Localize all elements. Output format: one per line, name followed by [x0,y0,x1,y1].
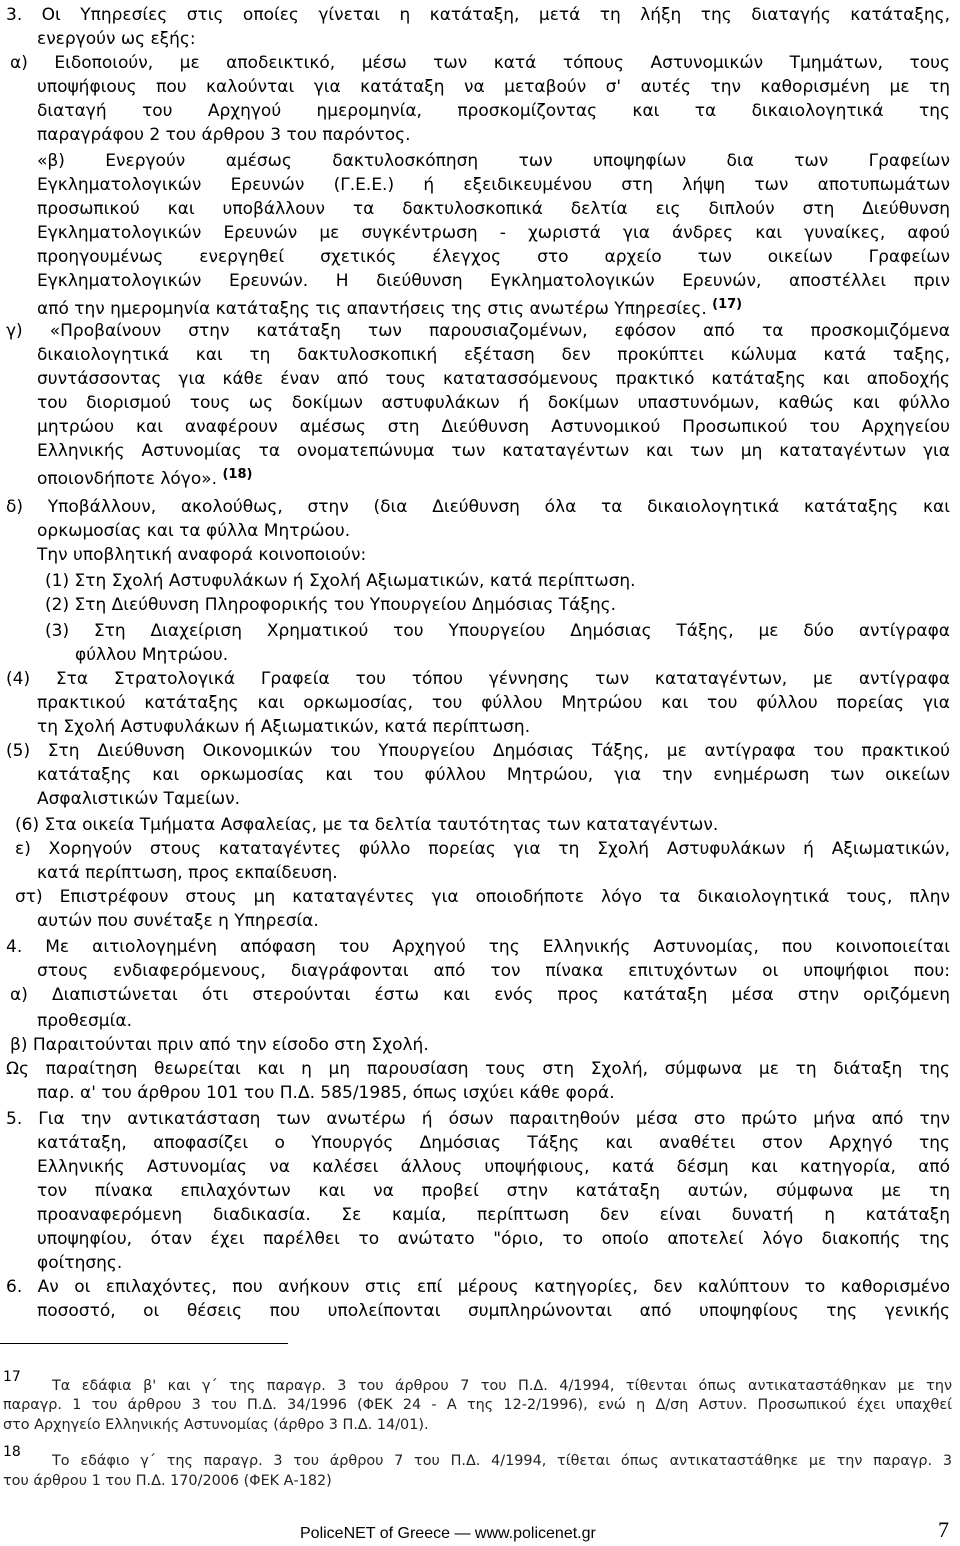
text-line: Ασφαλιστικών Ταμείων. [37,789,241,809]
text-line: Ελληνικής Αστυνομίας να καλέσει άλλους υποψήφιους, κατά δέσμη και κατηγορία, από [37,1157,950,1177]
text-line: ορκωμοσίας και τα φύλλα Μητρώου. [37,521,351,541]
text-line: (5) Στη Διεύθυνση Οικονομικών του Υπουργείου Δημόσιας Τάξης, με αντίγραφα του πρακτικού [6,741,950,761]
text-line: Εγκληματολογικών Ερευνών με συγκέντρωση - χωριστά για άνδρες και γυναίκες, αφού [37,223,950,243]
text-line: 3. Οι Υπηρεσίες στις οποίες γίνεται η κατάταξη, μετά τη λήξη της διαταγής κατάταξης, [6,5,950,25]
text-line: (1) Στη Σχολή Αστυφυλάκων ή Σχολή Αξιωματικών, κατά περίπτωση. [45,571,636,591]
text-line: Ελληνικής Αστυνομίας τα ονοματεπώνυμα των καταταγέντων και των μη καταταγέντων για [37,441,950,461]
text-line: α) Ειδοποιούν, με αποδεικτικό, μέσω των κατά τόπους Αστυνομικών Τμημάτων, τους [10,53,950,73]
text-line: προσωπικού και υποβάλλουν τα δακτυλοσκοπικά δελτία εις διπλούν στη Διεύθυνση [37,199,950,219]
text-line: β) Παραιτούνται πριν από την είσοδο στη Σχολή. [10,1035,429,1055]
text-line: δικαιολογητικά και τη δακτυλοσκοπική εξέταση δεν προκύπτει κώλυμα κατά ταξης, [37,345,950,365]
text-line: πρακτικού κατάταξης και ορκωμοσίας, του φύλλου Μητρώου και του φύλλου πορείας για [37,693,950,713]
page-number: 7 [938,1517,949,1542]
text-line: Εγκληματολογικών Ερευνών (Γ.Ε.Ε.) ή εξειδικευμένου στη λήψη των αποτυπωμάτων [37,175,950,195]
text-line: φοίτησης. [37,1253,123,1273]
text-line: προηγουμένως ενεργηθεί σχετικός έλεγχος στο αρχείο των οικείων Γραφείων [37,247,950,267]
text-line: 4. Με αιτιολογημένη απόφαση του Αρχηγού της Ελληνικής Αστυνομίας, που κοινοποιείται [6,937,950,957]
text-line: α) Διαπιστώνεται ότι στερούνται έστω και ενός προς κατάταξη μέσα στην οριζόμενη [10,985,950,1005]
text-line: κατά περίπτωση, προς εκπαίδευση. [37,863,338,883]
text-line: (6) Στα οικεία Τμήματα Ασφαλείας, με τα δελτία ταυτότητας των καταταγέντων. [15,815,719,835]
text-line: υποψηφίου, όταν έχει παρέλθει το ανώτατο "όριο, το οποίο αποτελεί λόγο διακοπής της [37,1229,950,1249]
text-line [37,465,252,489]
footnote-number: 17 [3,1369,21,1385]
footnote-line: Τα εδάφια β' και γ΄ της παραγρ. 3 του άρθρου 7 του Π.Δ. 4/1994, τίθενται όπως αντικαταστάθηκαν με την [52,1378,952,1394]
text-line: ενεργούν ως εξής: [37,29,196,49]
text-line: του διορισμού τους ως δοκίμων αστυφυλάκων ή δοκίμων υπαστυνόμων, καθώς και φύλλο [37,393,950,413]
text-line-content: από την ημερομηνία κατάταξης τις απαντήσεις της στις ανωτέρω Υπηρεσίες. [37,299,707,319]
text-line: (4) Στα Στρατολογικά Γραφεία του τόπου γέννησης των καταταγέντων, με αντίγραφα [6,669,950,689]
text-line: φύλλου Μητρώου. [75,645,229,665]
footnote-separator [0,1343,288,1344]
footnote-line: του άρθρου 1 του Π.Δ. 170/2006 (ΦΕΚ Α-182) [3,1473,332,1489]
text-line: (2) Στη Διεύθυνση Πληροφορικής του Υπουργείου Δημόσιας Τάξης. [45,595,617,615]
text-line: παραγράφου 2 του άρθρου 3 του παρόντος. [37,125,411,145]
footnote-line: Το εδάφιο γ΄ της παραγρ. 3 του άρθρου 7 του Π.Δ. 4/1994, τίθεται όπως αντικαταστάθηκε με την παραγρ. 3 [52,1453,952,1469]
text-line: προθεσμία. [37,1011,132,1031]
text-line: κατάταξη, αποφασίζει ο Υπουργός Δημόσιας Τάξης και αναθέτει στον Αρχηγό της [37,1133,950,1153]
footnote-line: στο Αρχηγείο Ελληνικής Αστυνομίας (άρθρο 3 Π.Δ. 14/01). [3,1417,429,1433]
text-line-content: οποιονδήποτε λόγο». [37,469,218,489]
text-line: Ως παραίτηση θεωρείται και η μη παρουσίαση τους στη Σχολή, σύμφωνα με τη διάταξη της [6,1059,950,1079]
text-line: διαταγή του Αρχηγού ημερομηνία, προσκομίζοντας και τα δικαιολογητικά της [37,101,950,121]
footnote-number: 18 [3,1444,21,1460]
text-line: 6. Αν οι επιλαχόντες, που ανήκουν στις επί μέρους κατηγορίες, δεν καλύπτουν το καθορισμένο [6,1277,950,1297]
text-line: δ) Υποβάλλουν, ακολούθως, στην (δια Διεύθυνση όλα τα δικαιολογητικά κατάταξης και [6,497,950,517]
footnote-marker-17: (17) [712,297,743,312]
text-line [37,295,742,319]
text-line: υποψήφιους που καλούνται για κατάταξη να μεταβούν σ' αυτές την καθορισμένη με τη [37,77,950,97]
text-line: συντάσσοντας για κάθε έναν από τους κατατασσόμενους πρακτικό κατάταξης και αποδοχής [37,369,950,389]
text-line: γ) «Προβαίνουν στην κατάταξη των παρουσιαζομένων, εφόσον από τα προσκομιζόμενα [6,321,950,341]
text-line: 5. Για την αντικατάσταση των ανωτέρω ή όσων παραιτηθούν μέσα στο πρώτο μήνα από την [6,1109,950,1129]
text-line: αυτών που συνέταξε η Υπηρεσία. [37,911,319,931]
text-line: κατάταξης και ορκωμοσίας και του φύλλου Μητρώου, για την ενημέρωση των οικείων [37,765,950,785]
text-line: ε) Χορηγούν στους καταταγέντες φύλλο πορείας για τη Σχολή Αστυφυλάκων ή Αξιωματικών, [15,839,950,859]
text-line: ποσοστό, οι θέσεις που υπολείπονται συμπληρώνονται από υποψηφίους της γενικής [37,1301,950,1321]
text-line: παρ. α' του άρθρου 101 του Π.Δ. 585/1985, όπως ισχύει κάθε φορά. [37,1083,615,1103]
text-line: (3) Στη Διαχείριση Χρηματικού του Υπουργείου Δημόσιας Τάξης, με δύο αντίγραφα [45,621,950,641]
text-line: προαναφερόμενη διαδικασία. Σε καμία, περίπτωση δεν είναι δυνατή η κατάταξη [37,1205,950,1225]
page-footer: PoliceNET of Greece — www.policenet.gr [300,1525,596,1542]
footnote-line: παραγρ. 1 του άρθρου 3 του Π.Δ. 34/1996 (ΦΕΚ 24 - Α της 12-2/1996), ενώ η Δ/ση Αστυν. Προσωπικού έχει υπαχθεί [3,1397,952,1413]
footnote-marker-18: (18) [222,467,253,482]
text-line: Εγκληματολογικών Ερευνών. Η διεύθυνση Εγκληματολογικών Ερευνών, αποστέλλει πριν [37,271,950,291]
text-line: στους ενδιαφερόμενους, διαγράφονται από τον πίνακα επιτυχόντων οι υποψήφιοι που: [37,961,950,981]
text-line: μητρώου και αναφέρουν αμέσως στη Διεύθυνση Αστυνομικού Προσωπικού του Αρχηγείου [37,417,950,437]
text-line: στ) Επιστρέφουν στους μη καταταγέντες για οποιοδήποτε λόγο τα δικαιολογητικά τους, πλην [15,887,950,907]
text-line: Την υποβλητική αναφορά κοινοποιούν: [37,545,367,565]
text-line: τη Σχολή Αστυφυλάκων ή Αξιωματικών, κατά περίπτωση. [37,717,531,737]
text-line: «β) Ενεργούν αμέσως δακτυλοσκόπηση των υποψηφίων δια των Γραφείων [37,151,950,171]
text-line: τον πίνακα επιλαχόντων και να προβεί στην κατάταξη αυτών, σύμφωνα με τη [37,1181,950,1201]
